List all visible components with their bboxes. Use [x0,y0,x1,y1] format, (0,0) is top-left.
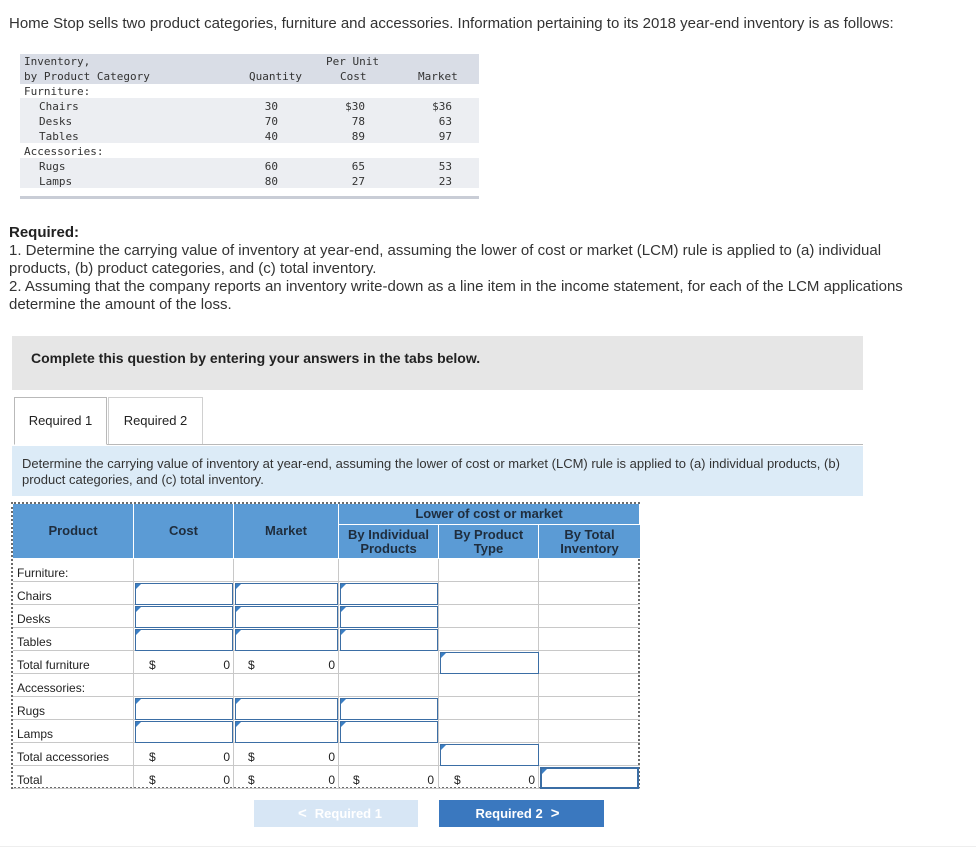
inventory-row-cost: 78 [351,115,365,128]
header-by-individual-products [339,525,439,559]
total-individual-value: 0 [427,773,434,787]
chevron-right-icon: > [550,805,560,822]
prev-required-1-button[interactable] [254,800,418,827]
total-market-dollar: $ [248,773,255,787]
total-market-value: 0 [328,773,335,787]
rugs-market-input[interactable] [235,698,338,720]
next-button-label: Required 2 [475,806,543,821]
chairs-individual-input[interactable] [340,583,438,605]
row-label: Tables [17,635,52,649]
header-by-product-type [439,525,539,559]
inventory-row-name: Lamps [39,175,73,188]
row-label: Total [17,773,43,787]
intro-text: Home Stop sells two product categories, furniture and accessories. Information pertaining to its 2018 year-end inventory is as follows: [9,15,894,32]
grid-cell [539,674,640,697]
inventory-row-qty: 60 [264,160,278,173]
chevron-left-icon: < [298,805,307,822]
inventory-row-market: 53 [438,160,452,173]
lamps-cost-input[interactable] [135,721,233,743]
inventory-accessories-label: Accessories: [24,145,104,158]
total-individual-dollar: $ [353,773,360,787]
instruction-text: Determine the carrying value of inventory at year-end, assuming the lower of cost or market (LCM) rule is applied to (a) individual products, (b) product categories, and (c) total inventory. [22,456,840,487]
header-product: Product [13,504,134,559]
grid-cell [439,582,539,605]
total-product-type-dollar: $ [454,773,461,787]
grid-cell [539,582,640,605]
header-by-individual-line1: By Individual [348,526,429,542]
grid-cell [439,605,539,628]
row-label: Lamps [17,727,54,741]
grid-cell [439,697,539,720]
grid-cell [134,674,234,697]
desks-market-input[interactable] [235,606,338,628]
inventory-header-cost-1: Per Unit [326,55,379,68]
header-lower-of-cost-or-market: Lower of cost or market [339,504,640,525]
total-cost-value: 0 [223,773,230,787]
tables-individual-input[interactable] [340,629,438,651]
grid-cell [234,674,339,697]
inventory-row-market: 97 [438,130,452,143]
grid-cell [539,651,640,674]
required-section [9,224,939,314]
total-furniture-product-type-input[interactable] [440,652,539,674]
inventory-header-cost-2: Cost [340,70,367,83]
inventory-row-name: Desks [39,115,73,128]
total-accessories-cost-value: 0 [223,750,230,764]
grid-cell [539,720,640,743]
grid-cell [439,628,539,651]
total-accessories-product-type-input[interactable] [440,744,539,766]
chairs-market-input[interactable] [235,583,338,605]
inventory-furniture-label: Furniture: [24,85,91,98]
inventory-header-category-1: Inventory, [24,55,91,68]
grid-cell [339,559,439,582]
inventory-row-cost: 65 [351,160,365,173]
grid-cell [539,743,640,766]
header-by-product-line2: Type [473,540,504,556]
tables-market-input[interactable] [235,629,338,651]
row-label: Total accessories [17,750,110,764]
instruction-panel [12,446,863,496]
footer-divider [0,846,976,847]
total-furniture-market-dollar: $ [248,658,255,672]
total-accessories-market-value: 0 [328,750,335,764]
inventory-row-market: $36 [432,100,452,113]
grid-cell [339,651,439,674]
required-title: Required: [9,224,80,241]
inventory-header-market: Market [418,70,458,83]
grid-cell [539,697,640,720]
rugs-cost-input[interactable] [135,698,233,720]
inventory-row-cost: 27 [351,175,365,188]
lamps-market-input[interactable] [235,721,338,743]
grid-cell [339,674,439,697]
required-line-1: 1. Determine the carrying value of inventory at year-end, assuming the lower of cost or market (LCM) rule is applied to (a) individual products, (b) product categories, and (c) total inventory. [9,242,882,277]
desks-cost-input[interactable] [135,606,233,628]
answer-table [11,502,640,789]
inventory-bottom-rule [20,196,479,199]
header-by-total-line1: By Total [564,526,615,542]
header-cost: Cost [134,504,234,559]
rugs-individual-input[interactable] [340,698,438,720]
total-accessories-cost-dollar: $ [149,750,156,764]
tables-cost-input[interactable] [135,629,233,651]
total-accessories-market-dollar: $ [248,750,255,764]
inventory-row-qty: 30 [264,100,278,113]
tab-required-2[interactable]: Required 2 [108,397,203,444]
inventory-header-category-2: by Product Category [24,70,150,83]
row-label: Chairs [17,589,52,603]
header-by-product-line1: By Product [453,526,524,542]
prev-button-label: Required 1 [314,806,382,821]
grid-cell [339,743,439,766]
header-market: Market [234,504,339,559]
total-furniture-cost-dollar: $ [149,658,156,672]
grid-cell [539,559,640,582]
inventory-row-name: Rugs [39,160,66,173]
desks-individual-input[interactable] [340,606,438,628]
row-label: Desks [17,612,51,626]
inventory-row-cost: $30 [345,100,365,113]
total-furniture-cost-value: 0 [223,658,230,672]
row-label: Accessories: [17,681,86,695]
banner-text: Complete this question by entering your answers in the tabs below. [31,350,481,366]
grid-cell [539,628,640,651]
inventory-header-quantity: Quantity [249,70,302,83]
header-by-individual-line2: Products [360,540,417,556]
total-cost-dollar: $ [149,773,156,787]
grid-cell [539,605,640,628]
inventory-row-name: Chairs [39,100,79,113]
tab-required-1[interactable]: Required 1 [14,397,107,445]
grid-cell [439,674,539,697]
inventory-row-qty: 80 [264,175,278,188]
grid-cell [439,559,539,582]
next-required-2-button[interactable] [439,800,604,827]
row-label: Rugs [17,704,46,718]
inventory-row-name: Tables [39,130,79,143]
grid-cell [234,559,339,582]
row-label: Furniture: [17,566,69,580]
total-inventory-input[interactable] [540,767,639,789]
inventory-table [20,54,479,201]
row-label: Total furniture [17,658,90,672]
instructions-banner [12,336,863,390]
lamps-individual-input[interactable] [340,721,438,743]
header-by-total-line2: Inventory [560,540,619,556]
inventory-row-cost: 89 [351,130,365,143]
tab-underline [14,444,863,445]
inventory-row-market: 23 [438,175,452,188]
inventory-row-qty: 40 [264,130,278,143]
required-line-2: 2. Assuming that the company reports an inventory write-down as a line item in the income statement, for each of the LCM applications determine the amount of the loss. [9,278,903,313]
total-furniture-market-value: 0 [328,658,335,672]
grid-cell [134,559,234,582]
chairs-cost-input[interactable] [135,583,233,605]
header-by-total-inventory [539,525,640,559]
grid-cell [439,720,539,743]
inventory-row-market: 63 [438,115,452,128]
inventory-row-qty: 70 [264,115,278,128]
total-product-type-value: 0 [528,773,535,787]
